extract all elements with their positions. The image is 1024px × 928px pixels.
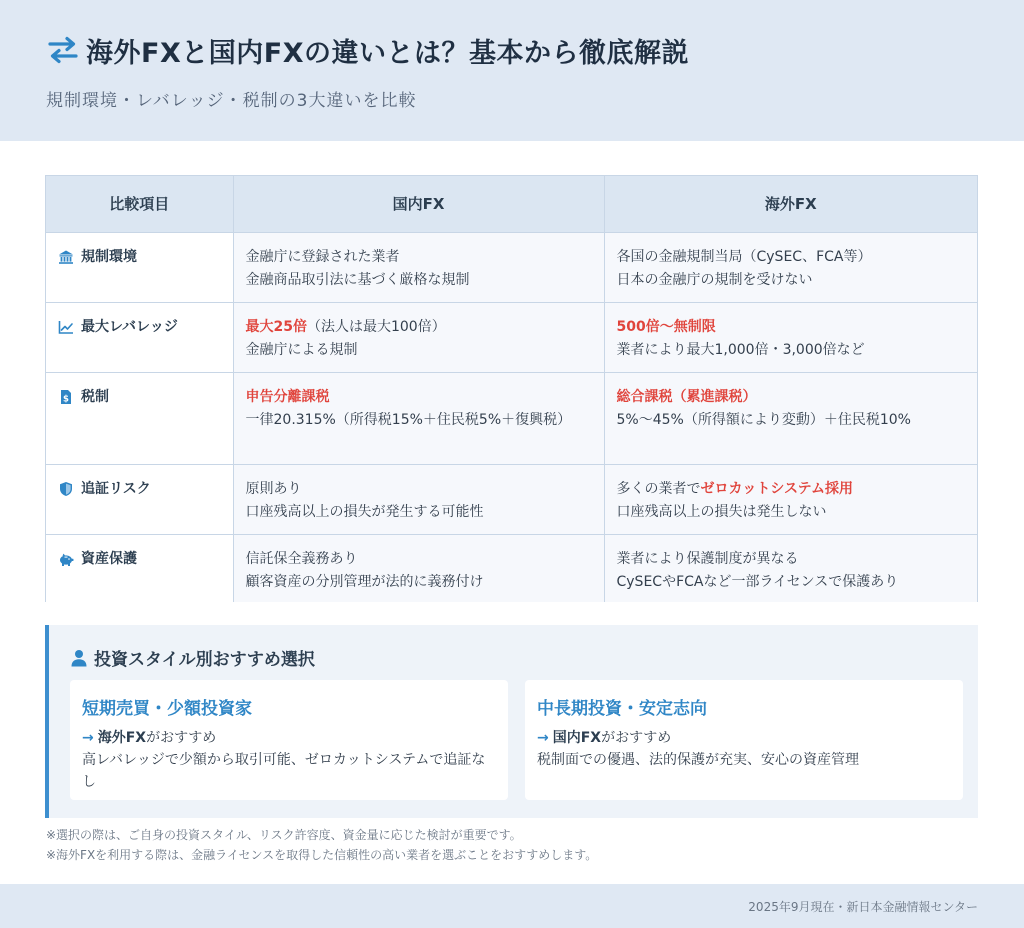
overseas-cell: [604, 302, 977, 372]
card-pick: 海外FX: [97, 730, 147, 746]
cell-line: 日本の金融庁の規制を受けない: [616, 271, 813, 288]
overseas-cell: [604, 464, 977, 534]
piggy-bank-icon: [58, 551, 74, 567]
shield-icon: [58, 481, 74, 497]
cell-line: 一律20.315%（所得税15%＋住民税5%＋復興税）: [245, 411, 572, 428]
table-row: [46, 464, 977, 534]
swap-arrows-icon: [46, 35, 80, 65]
note-line: ※海外FXを利用する際は、金融ライセンスを取得した信頼性の高い業者を選ぶことをおすすめします。: [46, 848, 598, 862]
header-domestic: 国内FX: [233, 176, 604, 232]
cell-line: 口座残高以上の損失は発生しない: [616, 503, 827, 520]
cell-line: 口座残高以上の損失が発生する可能性: [245, 503, 484, 520]
highlight-text: 総合課税（累進課税）: [616, 388, 757, 405]
cell-line: 各国の金融規制当局（CySEC、FCA等）: [616, 248, 872, 265]
page-header: [0, 0, 1024, 141]
comparison-table: [45, 175, 978, 602]
cell-line: 業者により保護制度が異なる: [616, 550, 799, 567]
header-overseas: 海外FX: [604, 176, 977, 232]
recommendation-title: 投資スタイル別おすすめ選択: [94, 650, 315, 670]
domestic-cell: [233, 372, 604, 464]
cell-text: （法人は最大100倍）: [306, 318, 446, 335]
row-label-cell: [46, 534, 233, 602]
cell-line: CySECやFCAなど一部ライセンスで保護あり: [616, 573, 899, 590]
table-row: [46, 372, 977, 464]
card-pick: 国内FX: [552, 730, 602, 746]
row-label-cell: [46, 302, 233, 372]
recommendation-section: [45, 625, 978, 818]
cell-line: 5%〜45%（所得額により変動）＋住民税10%: [616, 411, 911, 428]
recommendation-card: [70, 680, 508, 800]
card-description: 税制面での優遇、法的保護が充実、安心の資産管理: [537, 752, 859, 768]
recommendation-card: [525, 680, 963, 800]
overseas-cell: [604, 232, 977, 302]
overseas-cell: [604, 372, 977, 464]
svg-text:$: $: [63, 394, 69, 405]
note-line: ※選択の際は、ご自身の投資スタイル、リスク許容度、資金量に応じた検討が重要です。: [46, 828, 522, 842]
domestic-cell: [233, 232, 604, 302]
cell-line: 信託保全義務あり: [245, 550, 358, 567]
row-label: 規制環境: [81, 248, 137, 265]
page-footer: [0, 884, 1024, 928]
card-description: 高レバレッジで少額から取引可能、ゼロカットシステムで追証なし: [82, 752, 486, 790]
cell-line: 金融庁に登録された業者: [245, 248, 400, 265]
row-label: 追証リスク: [81, 480, 151, 497]
domestic-cell: [233, 534, 604, 602]
highlight-text: 申告分離課税: [245, 388, 330, 405]
arrow-right-icon: →: [82, 730, 94, 746]
bank-icon: [58, 249, 74, 265]
cell-line: 原則あり: [245, 480, 302, 497]
page-subtitle: 規制環境・レバレッジ・税制の3大違いを比較: [46, 91, 417, 111]
page-title: 海外FXと国内FXの違いとは？基本から徹底解説: [86, 37, 690, 69]
row-label-cell: [46, 372, 233, 464]
table-row: [46, 232, 977, 302]
notes: [46, 825, 597, 865]
domestic-cell: [233, 302, 604, 372]
arrow-right-icon: →: [537, 730, 549, 746]
card-title: 短期売買・少額投資家: [82, 699, 252, 719]
table-row: [46, 534, 977, 602]
row-label-cell: [46, 232, 233, 302]
row-label: 最大レバレッジ: [81, 318, 178, 335]
highlight-text: ゼロカットシステム採用: [700, 480, 853, 497]
cell-line: 顧客資産の分別管理が法的に義務付け: [245, 573, 484, 590]
header-item: 比較項目: [46, 176, 233, 232]
row-label: 資産保護: [81, 550, 137, 567]
highlight-text: 最大25倍: [245, 318, 307, 335]
domestic-cell: [233, 464, 604, 534]
cell-text: 多くの業者で: [616, 480, 701, 497]
row-label-cell: [46, 464, 233, 534]
card-pick-suffix: がおすすめ: [601, 730, 672, 746]
cell-line: 金融商品取引法に基づく厳格な規制: [245, 271, 470, 288]
card-title: 中長期投資・安定志向: [537, 699, 707, 719]
highlight-text: 500倍〜無制限: [616, 318, 716, 335]
overseas-cell: [604, 534, 977, 602]
row-label: 税制: [81, 388, 109, 405]
user-icon: [70, 649, 88, 667]
tax-document-icon: [58, 389, 74, 405]
table-row: [46, 302, 977, 372]
chart-line-icon: [58, 319, 74, 335]
footer-text: 2025年9月現在・新日本金融情報センター: [748, 899, 978, 914]
card-pick-suffix: がおすすめ: [146, 730, 217, 746]
cell-line: 金融庁による規制: [245, 341, 358, 358]
cell-line: 業者により最大1,000倍・3,000倍など: [616, 341, 865, 358]
